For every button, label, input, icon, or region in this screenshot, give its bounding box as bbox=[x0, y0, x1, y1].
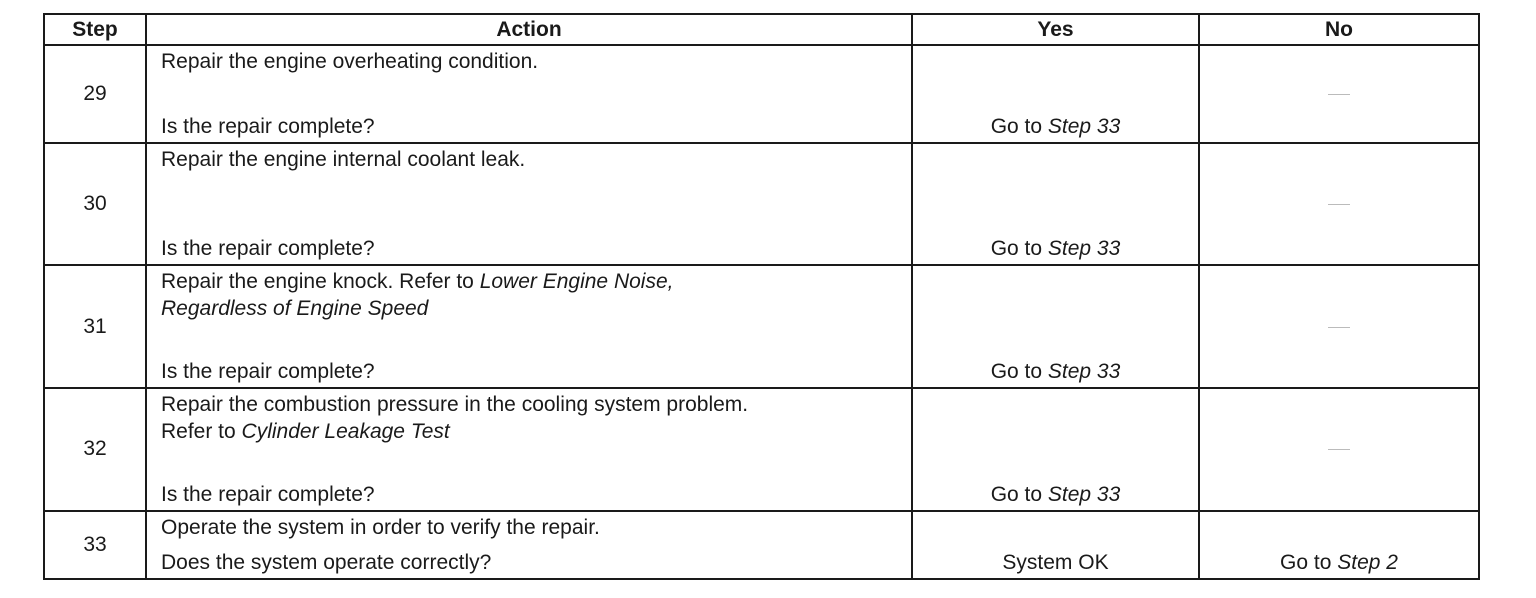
yes-step-link[interactable]: Step 33 bbox=[1047, 114, 1121, 138]
action-text: Repair the engine knock. Refer to bbox=[161, 270, 480, 294]
question-text: Does the system operate correctly? bbox=[161, 551, 492, 574]
table-row bbox=[44, 388, 1479, 511]
step-number: 32 bbox=[44, 388, 146, 511]
no-step-link[interactable]: Step 2 bbox=[1337, 551, 1398, 574]
action-text: Repair the engine overheating condition. bbox=[161, 50, 539, 73]
no-dash bbox=[1328, 327, 1350, 328]
action-reference[interactable]: Cylinder Leakage Test bbox=[241, 419, 450, 443]
question-text: Is the repair complete? bbox=[161, 482, 375, 506]
step-number: 29 bbox=[44, 45, 146, 143]
action-text: Repair the combustion pressure in the cooling system problem. bbox=[161, 392, 749, 416]
action-cell bbox=[146, 143, 912, 266]
action-cell bbox=[146, 265, 912, 388]
yes-cell bbox=[912, 511, 1199, 579]
table-row bbox=[44, 143, 1479, 266]
action-text: Operate the system in order to verify the repair. bbox=[161, 515, 600, 539]
no-cell bbox=[1199, 511, 1479, 579]
no-cell bbox=[1199, 143, 1479, 266]
yes-cell bbox=[912, 265, 1199, 388]
header-row bbox=[44, 14, 1479, 45]
action-text: Repair the engine internal coolant leak. bbox=[161, 147, 526, 171]
question-text: Is the repair complete? bbox=[161, 114, 375, 138]
no-cell bbox=[1199, 388, 1479, 511]
question-text: Is the repair complete? bbox=[161, 237, 375, 261]
action-reference[interactable]: Lower Engine Noise, bbox=[479, 270, 674, 294]
no-dash bbox=[1328, 449, 1350, 450]
header-yes: Yes bbox=[912, 14, 1199, 45]
step-number: 30 bbox=[44, 143, 146, 266]
question-text: Is the repair complete? bbox=[161, 359, 375, 383]
table-row bbox=[44, 511, 1479, 579]
yes-prefix: Go to bbox=[990, 237, 1048, 261]
yes-prefix: Go to bbox=[990, 359, 1048, 383]
no-cell bbox=[1199, 265, 1479, 388]
yes-step-link[interactable]: Step 33 bbox=[1047, 237, 1121, 261]
no-dash bbox=[1328, 94, 1350, 95]
yes-cell bbox=[912, 143, 1199, 266]
yes-prefix: Go to bbox=[990, 114, 1048, 138]
header-step: Step bbox=[44, 14, 146, 45]
action-cell bbox=[146, 388, 912, 511]
action-cell bbox=[146, 511, 912, 579]
header-no: No bbox=[1199, 14, 1479, 45]
yes-cell bbox=[912, 45, 1199, 143]
yes-step-link[interactable]: Step 33 bbox=[1047, 359, 1121, 383]
step-number: 31 bbox=[44, 265, 146, 388]
yes-step-link[interactable]: Step 33 bbox=[1047, 482, 1121, 506]
diagnostic-table bbox=[43, 13, 1480, 580]
yes-result: System OK bbox=[1002, 551, 1109, 574]
table-row bbox=[44, 45, 1479, 143]
no-prefix: Go to bbox=[1280, 551, 1338, 574]
table-row bbox=[44, 265, 1479, 388]
no-dash bbox=[1328, 204, 1350, 205]
yes-prefix: Go to bbox=[990, 482, 1048, 506]
action-cell bbox=[146, 45, 912, 143]
action-reference[interactable]: Regardless of Engine Speed bbox=[161, 297, 429, 321]
header-action: Action bbox=[146, 14, 912, 45]
yes-cell bbox=[912, 388, 1199, 511]
step-number: 33 bbox=[44, 511, 146, 579]
action-text: Refer to bbox=[161, 419, 242, 443]
no-cell bbox=[1199, 45, 1479, 143]
